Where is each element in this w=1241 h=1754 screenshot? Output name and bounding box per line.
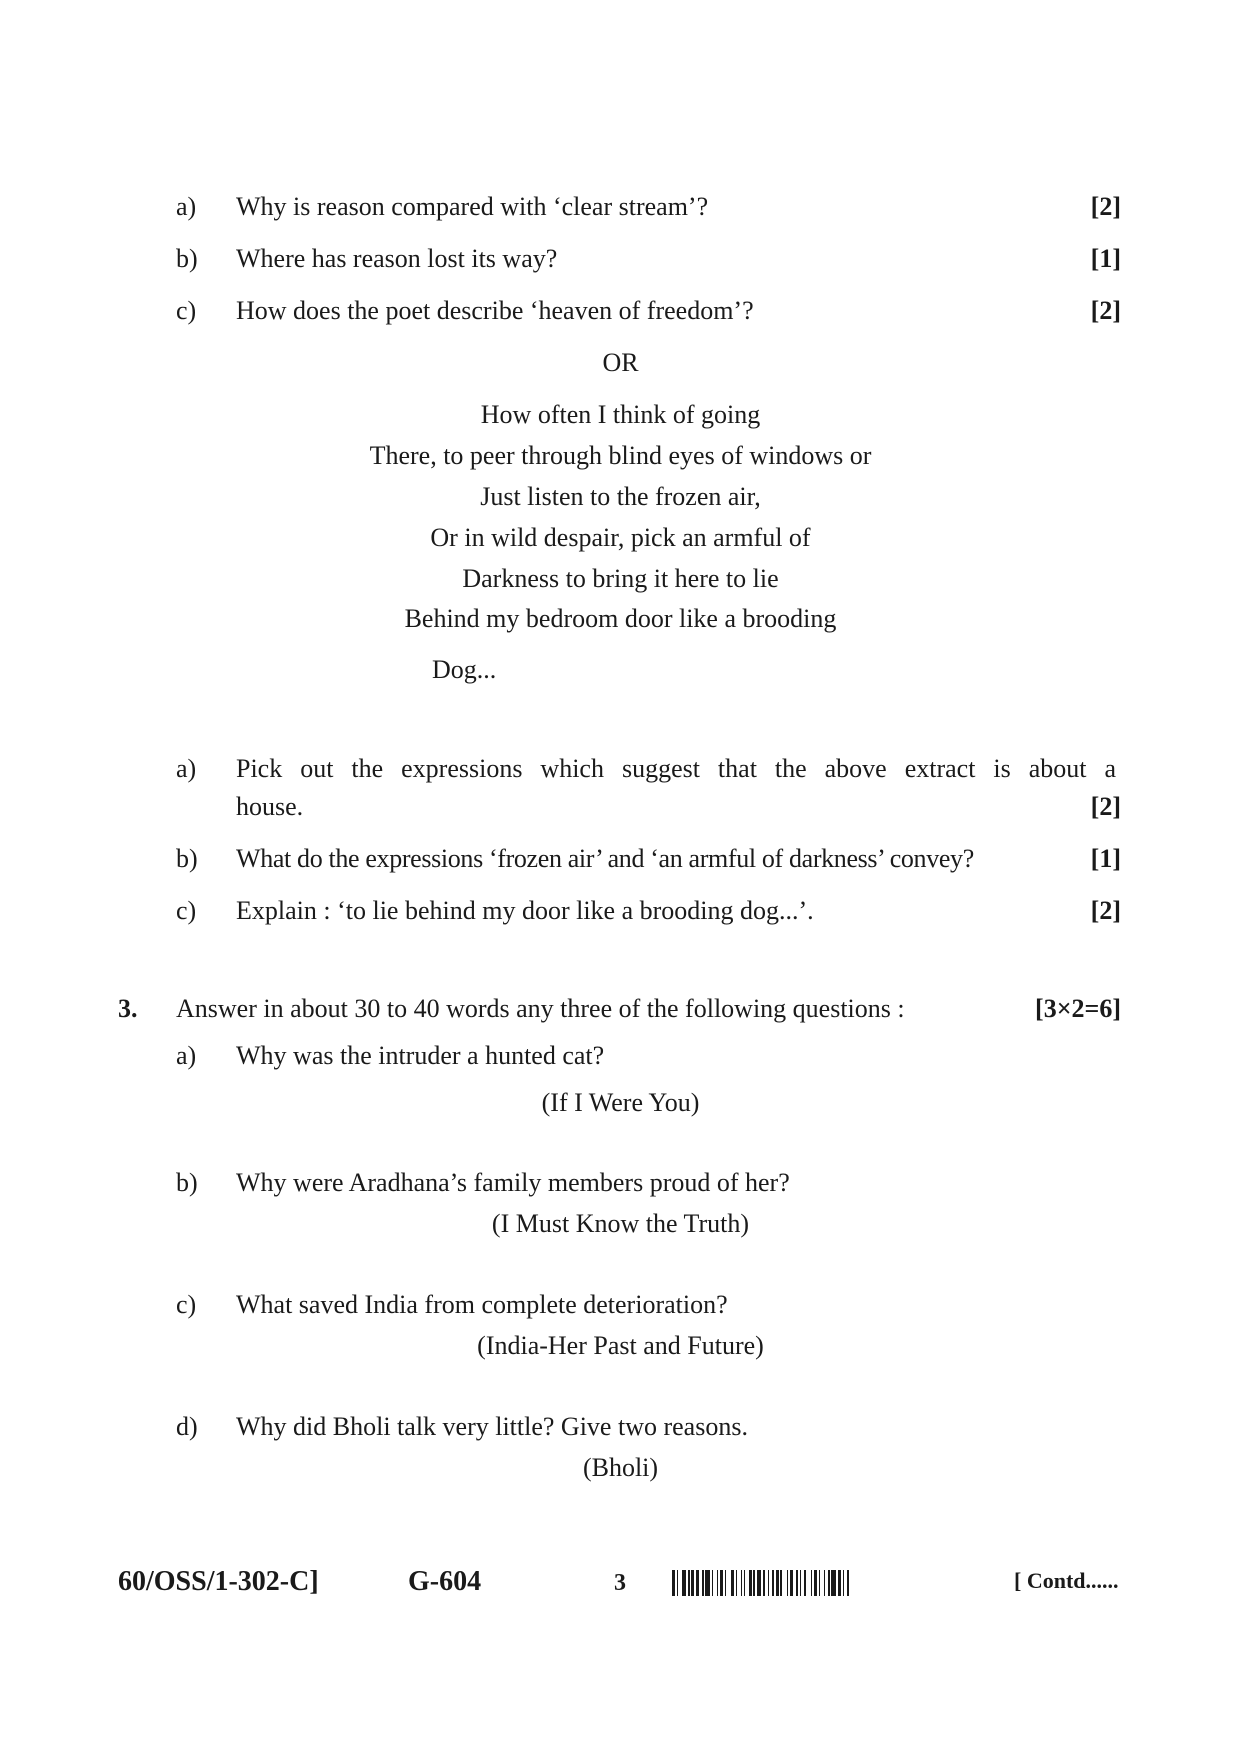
question-text: Why is reason compared with ‘clear stream’? xyxy=(236,192,709,221)
question-text: How does the poet describe ‘heaven of freedom’? xyxy=(236,296,754,325)
poem-line: How often I think of going xyxy=(480,400,761,429)
question-letter: b) xyxy=(176,244,198,273)
question-letter: b) xyxy=(176,1168,198,1197)
question-source: (India-Her Past and Future) xyxy=(477,1331,764,1360)
question-text: Why did Bholi talk very little? Give two reasons. xyxy=(236,1412,748,1441)
question-letter: b) xyxy=(176,844,198,873)
question-letter: c) xyxy=(176,1290,197,1319)
poem-line: Just listen to the frozen air, xyxy=(480,482,761,511)
question-letter: c) xyxy=(176,896,197,925)
question-text: Why was the intruder a hunted cat? xyxy=(236,1041,605,1070)
page-number: 3 xyxy=(614,1570,626,1596)
question-marks: [2] xyxy=(1090,896,1121,925)
question-number: 3. xyxy=(118,994,138,1023)
question-text: Explain : ‘to lie behind my door like a brooding dog...’. xyxy=(236,896,814,925)
question-source: (Bholi) xyxy=(582,1453,659,1482)
poem-line: There, to peer through blind eyes of windows or xyxy=(369,441,872,470)
question-marks: [2] xyxy=(1090,792,1121,821)
question-letter: d) xyxy=(176,1412,198,1441)
question-text-continued: house. xyxy=(236,792,304,821)
or-divider: OR xyxy=(602,348,639,377)
question-text: Pick out the expressions which suggest that the above extract is about a xyxy=(236,754,1116,783)
question-text: Why were Aradhana’s family members proud of her? xyxy=(236,1168,790,1197)
barcode xyxy=(672,1570,1012,1596)
question-marks: [1] xyxy=(1090,244,1121,273)
question-source: (I Must Know the Truth) xyxy=(491,1209,750,1238)
question-letter: a) xyxy=(176,754,197,783)
poem-line: Or in wild despair, pick an armful of xyxy=(430,523,811,552)
question-marks: [2] xyxy=(1090,296,1121,325)
question-text: What saved India from complete deterioration? xyxy=(236,1290,728,1319)
paper-series: G-604 xyxy=(408,1566,482,1597)
question-instruction: Answer in about 30 to 40 words any three of the following questions : xyxy=(176,994,905,1023)
question-marks: [3×2=6] xyxy=(1035,994,1121,1023)
question-letter: a) xyxy=(176,192,197,221)
poem-line: Behind my bedroom door like a brooding xyxy=(404,604,837,633)
poem-line: Darkness to bring it here to lie xyxy=(462,564,779,593)
question-text: Where has reason lost its way? xyxy=(236,244,558,273)
question-marks: [1] xyxy=(1090,844,1121,873)
poem-line: Dog... xyxy=(432,655,497,684)
paper-code: 60/OSS/1-302-C] xyxy=(118,1566,319,1597)
question-text: What do the expressions ‘frozen air’ and ‘an armful of darkness’ convey? xyxy=(236,844,974,873)
continued-label: [ Contd...... xyxy=(1014,1568,1119,1593)
question-letter: c) xyxy=(176,296,197,325)
question-letter: a) xyxy=(176,1041,197,1070)
question-source: (If I Were You) xyxy=(541,1088,700,1117)
question-marks: [2] xyxy=(1090,192,1121,221)
